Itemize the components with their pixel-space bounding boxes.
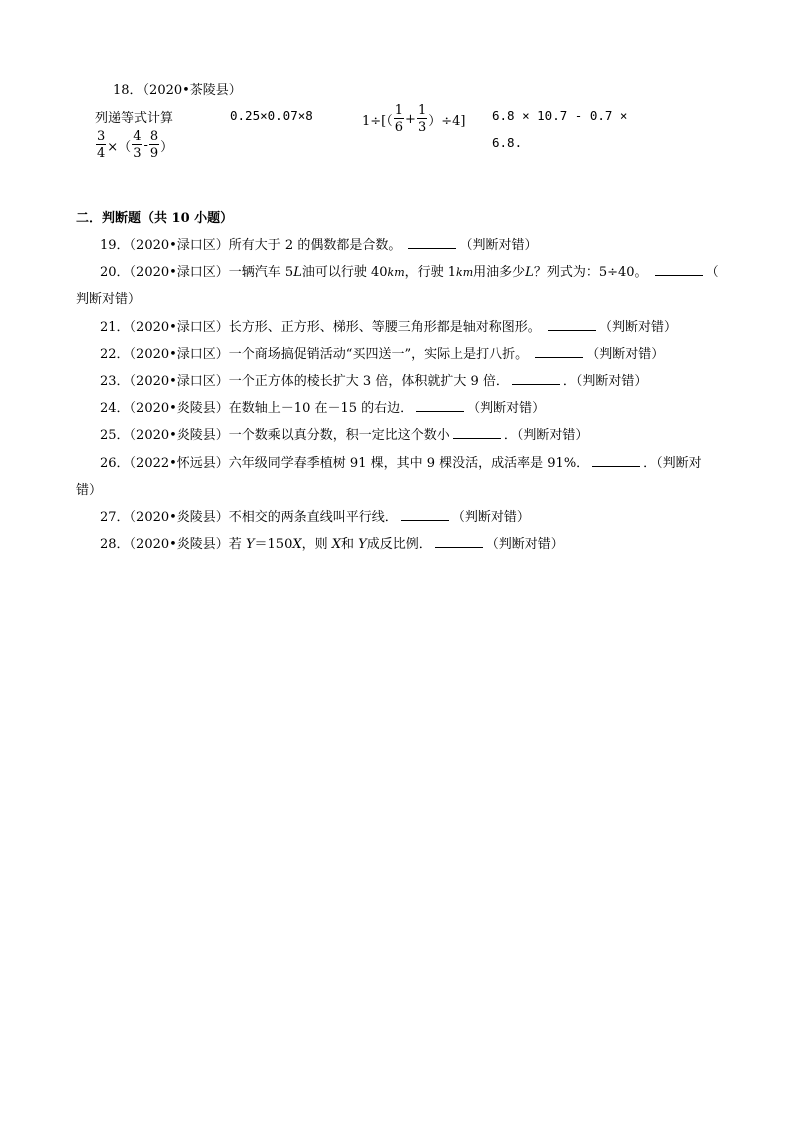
fraction-denominator: 3 <box>417 120 427 135</box>
q18-expr4 <box>95 130 173 160</box>
question-number: 19． <box>100 238 130 253</box>
question-tail: （判断对错） <box>467 401 546 416</box>
variable-text: Y <box>245 537 255 552</box>
question-tail: （判断对错） <box>451 510 530 525</box>
question-24 <box>100 397 545 416</box>
fraction-denominator: 9 <box>149 146 159 161</box>
question-text: 油可以行驶 40 <box>301 265 388 280</box>
question-number: 27． <box>100 510 130 525</box>
variable-text: X <box>331 537 342 552</box>
question-text: （2020•炎陵县）若 <box>129 537 246 552</box>
question-number: 21． <box>100 320 130 335</box>
question-19 <box>100 234 538 253</box>
question-22 <box>100 343 664 362</box>
q18-expr1: 0.25×0.07×8 <box>230 108 313 123</box>
question-number: 24． <box>100 401 130 416</box>
fraction-numerator: 3 <box>97 129 106 144</box>
answer-blank[interactable] <box>401 508 449 521</box>
q18-expr2 <box>362 104 465 134</box>
question-tail: （判断对错） <box>598 320 677 335</box>
question-tail: （判断对错） <box>459 238 538 253</box>
q18-expr3-line2: 6.8. <box>492 135 523 150</box>
section-title: 二．判断题（共 10 小题） <box>76 211 234 226</box>
question-25 <box>100 424 588 443</box>
q18-header <box>113 79 242 98</box>
variable-text: Y <box>358 537 367 552</box>
q18-instruction: 列递等式计算 <box>95 111 174 126</box>
fraction-numerator: 1 <box>417 103 427 118</box>
q18-expr2-frac2 <box>417 104 427 134</box>
question-number: 26． <box>100 456 130 471</box>
q18-expr2-frac1 <box>394 104 404 134</box>
question-text: （2020•渌口区）所有大于 2 的偶数都是合数。 <box>129 238 402 253</box>
unit-text: L <box>525 265 534 280</box>
fraction-numerator: 4 <box>133 129 142 144</box>
q18-expr3-line1: 6.8 × 10.7 - 0.7 × <box>492 108 628 123</box>
question-tail: ．（判断对 <box>643 456 702 471</box>
question-27 <box>100 506 530 525</box>
fraction-numerator: 8 <box>149 129 159 144</box>
q18-source: （2020•茶陵县） <box>142 83 242 98</box>
question-text: （2020•炎陵县）不相交的两条直线叫平行线． <box>129 510 398 525</box>
answer-blank[interactable] <box>548 318 596 331</box>
q18-expr4-frac2 <box>132 130 142 160</box>
q18-number: 18． <box>113 83 143 98</box>
question-text: 成反比例． <box>366 537 432 552</box>
question-tail: ．（判断对错） <box>503 428 589 443</box>
question-28 <box>100 533 564 552</box>
question-26-line2: 错） <box>76 483 103 498</box>
fraction-denominator: 3 <box>133 146 142 161</box>
answer-blank[interactable] <box>535 345 583 358</box>
plus-sign: + <box>405 111 416 127</box>
question-text: （2022•怀远县）六年级同学春季植树 91 棵，其中 9 棵没活，成活率是 91%． <box>129 456 590 471</box>
question-number: 25． <box>100 428 130 443</box>
question-text: （2020•炎陵县）一个数乘以真分数，积一定比这个数小 <box>129 428 450 443</box>
question-23 <box>100 370 647 389</box>
question-number: 22． <box>100 347 130 362</box>
unit-text: km <box>456 266 474 279</box>
question-number: 23． <box>100 374 130 389</box>
question-text: ，则 <box>301 537 332 552</box>
question-text: （2020•渌口区）一个正方体的棱长扩大 3 倍，体积就扩大 9 倍． <box>129 374 509 389</box>
judgement-list <box>76 234 740 574</box>
question-tail: （ <box>705 265 719 280</box>
question-20-line2: 判断对错） <box>76 292 142 307</box>
question-text: 用油多少 <box>473 265 526 280</box>
answer-blank[interactable] <box>408 236 456 249</box>
question-tail: （判断对错） <box>586 347 665 362</box>
question-20 <box>100 261 719 280</box>
variable-text: X <box>292 537 302 552</box>
question-tail: ．（判断对错） <box>562 374 648 389</box>
question-26 <box>100 452 702 471</box>
question-text: （2020•渌口区）一个商场搞促销活动“买四送一”，实际上是打八折。 <box>129 347 529 362</box>
question-21 <box>100 316 677 335</box>
times-open-paren: ×（ <box>107 139 132 155</box>
unit-text: km <box>387 266 405 279</box>
q18-expr4-frac3 <box>149 130 159 160</box>
question-tail: （判断对错） <box>485 537 564 552</box>
question-text: ？列式为：5÷40。 <box>533 265 648 280</box>
unit-text: L <box>293 265 302 280</box>
answer-blank[interactable] <box>453 426 501 439</box>
q18-expr2-prefix: 1÷[（ <box>362 113 393 129</box>
answer-blank[interactable] <box>512 372 560 385</box>
question-text: ，行驶 1 <box>404 265 457 280</box>
q18-expr2-suffix: ）÷4] <box>428 113 466 129</box>
fraction-numerator: 1 <box>394 103 404 118</box>
fraction-denominator: 4 <box>97 146 106 161</box>
question-text: （2020•渌口区）一辆汽车 5 <box>129 265 294 280</box>
fraction-denominator: 6 <box>394 120 404 135</box>
question-text: （2020•炎陵县）在数轴上－10 在－15 的右边． <box>129 401 414 416</box>
question-number: 28． <box>100 537 130 552</box>
q18-expr4-frac1 <box>96 130 106 160</box>
question-text: ＝150 <box>254 537 293 552</box>
question-number: 20． <box>100 265 130 280</box>
answer-blank[interactable] <box>592 454 640 467</box>
answer-blank[interactable] <box>416 399 464 412</box>
close-paren: ） <box>160 139 174 155</box>
answer-blank[interactable] <box>435 535 483 548</box>
question-text: （2020•渌口区）长方形、正方形、梯形、等腰三角形都是轴对称图形。 <box>129 320 541 335</box>
question-text: 和 <box>341 537 359 552</box>
minus-sign: - <box>143 137 148 153</box>
answer-blank[interactable] <box>655 263 703 276</box>
